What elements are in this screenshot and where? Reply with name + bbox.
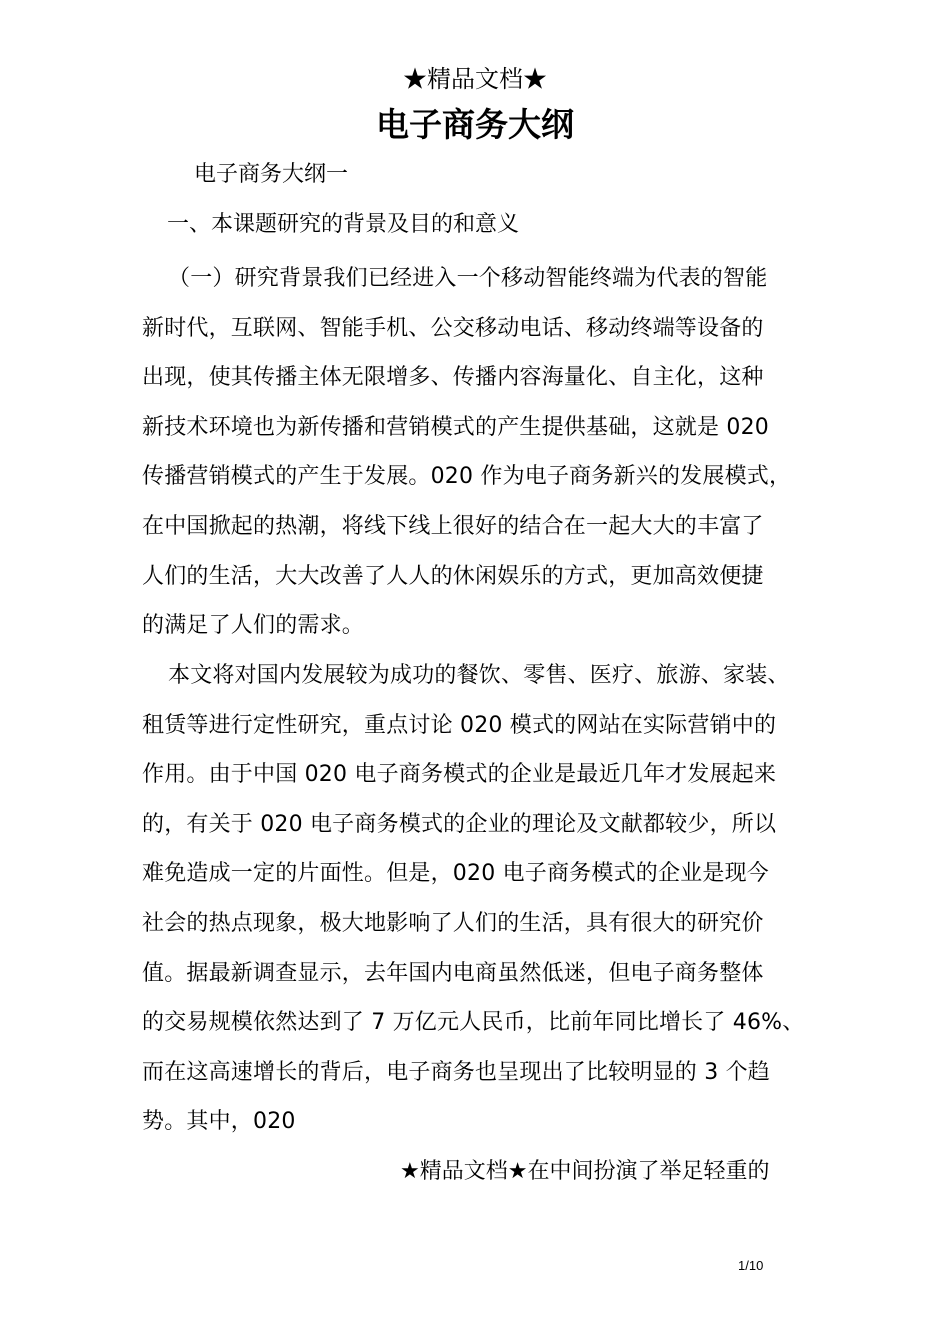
paragraph-line: （一）研究背景我们已经进入一个移动智能终端为代表的智能: [168, 266, 768, 291]
document-subtitle: 电子商务大纲一: [194, 162, 349, 187]
paragraph-line: 的，有关于 020 电子商务模式的企业的理论及文献都较少，所以: [142, 811, 777, 837]
paragraph-line: 出现，使其传播主体无限增多、传播内容海量化、自主化，这种: [142, 365, 764, 391]
paragraph-line: 作用。由于中国 020 电子商务模式的企业是最近几年才发展起来: [142, 762, 777, 788]
paragraph-line: 本文将对国内发展较为成功的餐饮、零售、医疗、旅游、家装、: [168, 663, 790, 688]
paragraph-background: [142, 254, 842, 651]
footer-continuation-text: ★精品文档★在中间扮演了举足轻重的: [400, 1159, 770, 1184]
paragraph-line: 传播营销模式的产生于发展。020 作为电子商务新兴的发展模式，: [142, 464, 792, 490]
paragraph-line: 社会的热点现象，极大地影响了人们的生活，具有很大的研究价: [142, 910, 764, 936]
page-number: 1/10: [738, 1258, 764, 1273]
paragraph-line: 势。其中，020: [142, 1109, 296, 1135]
paragraph-line: 的交易规模依然达到了 7 万亿元人民币，比前年同比增长了 46%、: [142, 1010, 805, 1036]
paragraph-line: 值。据最新调查显示，去年国内电商虽然低迷，但电子商务整体: [142, 960, 764, 986]
paragraph-research-scope: [142, 651, 842, 1147]
paragraph-line: 新时代，互联网、智能手机、公交移动电话、移动终端等设备的: [142, 315, 764, 341]
header-watermark-text: ★精品文档★: [403, 65, 547, 93]
document-title: 电子商务大纲: [376, 105, 574, 144]
paragraph-line: 人们的生活，大大改善了人人的休闲娱乐的方式，更加高效便捷: [142, 563, 764, 589]
section-heading: 一、本课题研究的背景及目的和意义: [167, 212, 520, 237]
paragraph-line: 租赁等进行定性研究，重点讨论 020 模式的网站在实际营销中的: [142, 712, 777, 738]
paragraph-line: 新技术环境也为新传播和营销模式的产生提供基础，这就是 020: [142, 414, 769, 440]
paragraph-line: 而在这高速增长的背后，电子商务也呈现出了比较明显的 3 个趋: [142, 1059, 770, 1085]
paragraph-line: 难免造成一定的片面性。但是，020 电子商务模式的企业是现今: [142, 861, 769, 887]
paragraph-line: 在中国掀起的热潮，将线下线上很好的结合在一起大大的丰富了: [142, 513, 764, 539]
paragraph-line: 的满足了人们的需求。: [142, 613, 365, 639]
